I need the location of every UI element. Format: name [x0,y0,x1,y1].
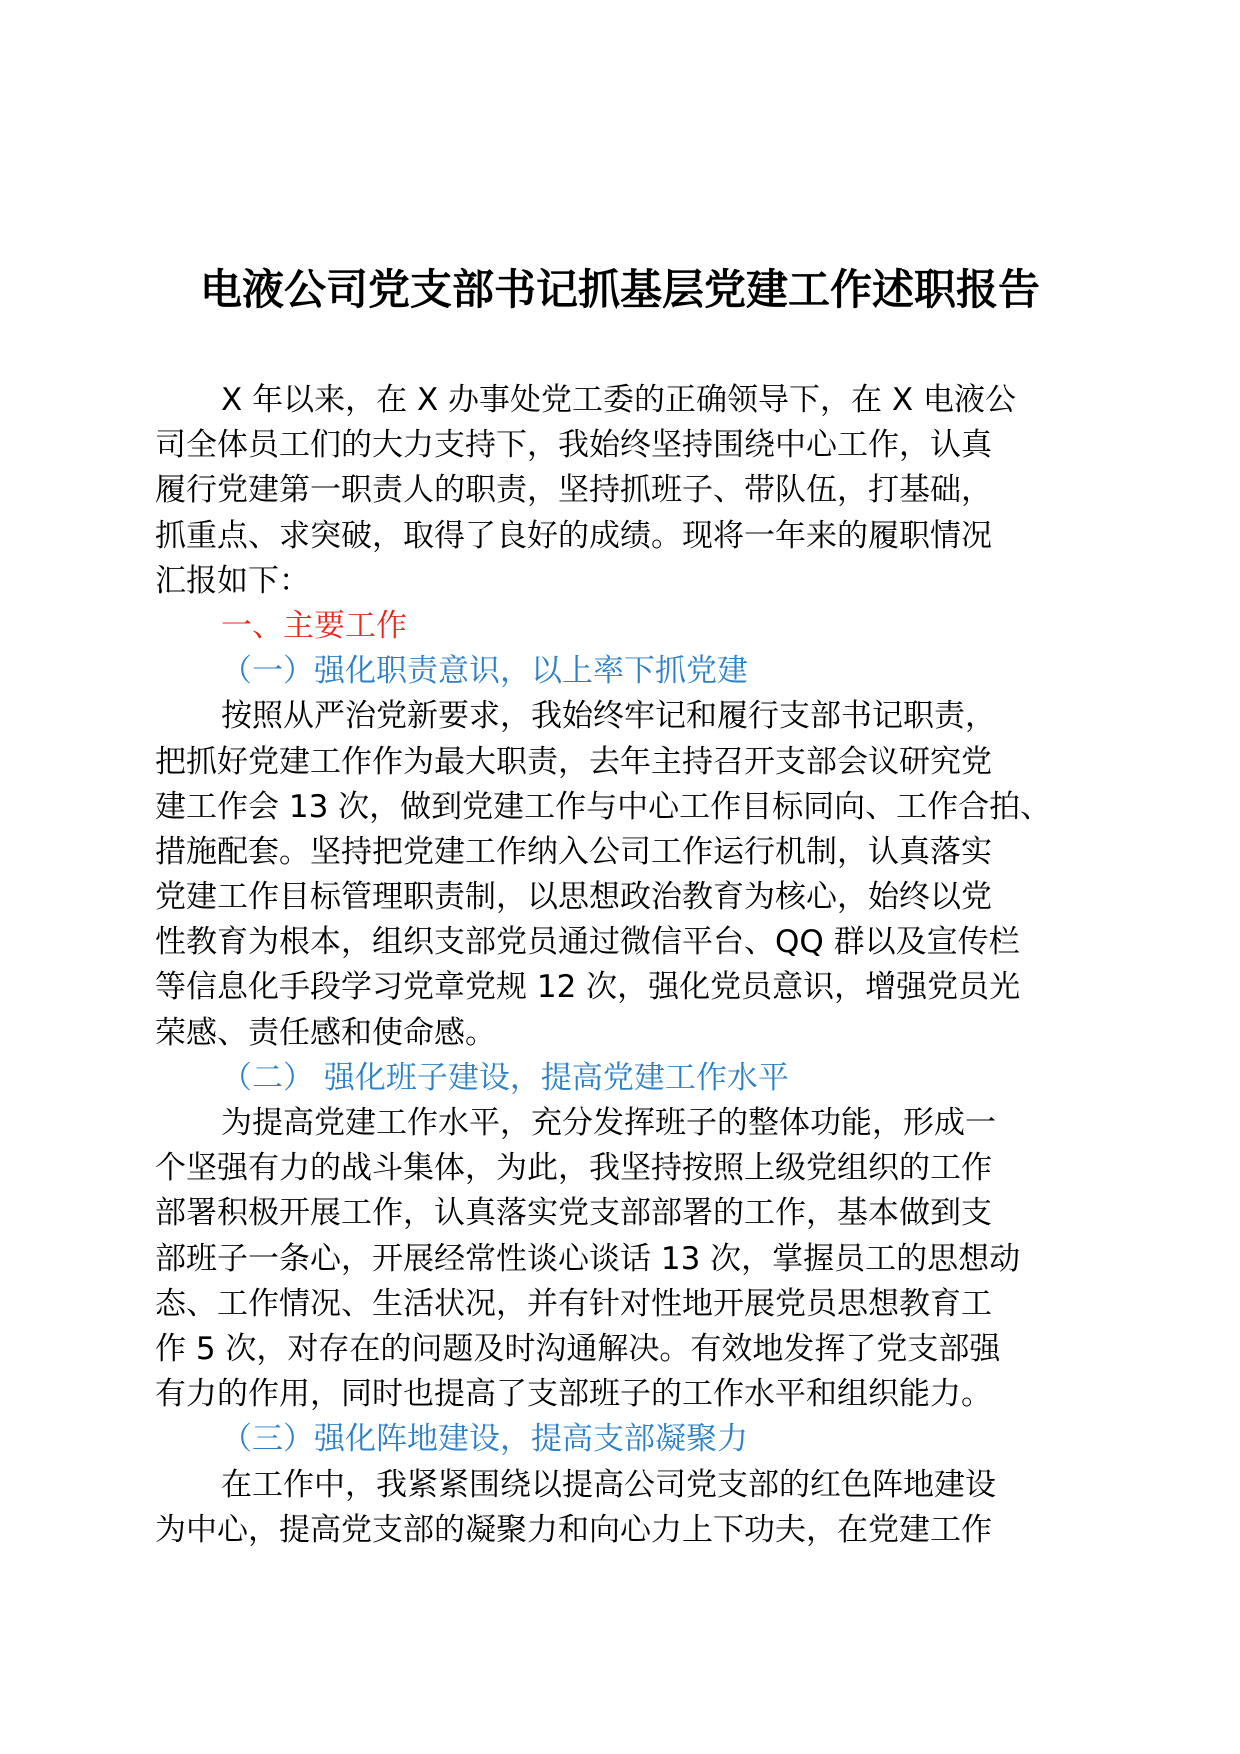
paragraph-line: 履行党建第一职责人的职责，坚持抓班子、带队伍，打基础， [155,472,992,509]
paragraph-line: X 年以来，在 X 办事处党工委的正确领导下，在 X 电液公 [221,382,1016,418]
paragraph-line: 司全体员工们的大力支持下，我始终坚持围绕中心工作，认真 [155,427,992,464]
paragraph-line: 等信息化手段学习党章党规 12 次，强化党员意识，增强党员光 [155,969,1021,1006]
paragraph-line: 部署积极开展工作，认真落实党支部部署的工作，基本做到支 [155,1195,992,1232]
paragraph-line: 态、工作情况、生活状况，并有针对性地开展党员思想教育工 [155,1285,992,1322]
paragraph-line: 党建工作目标管理职责制，以思想政治教育为核心，始终以党 [155,879,992,916]
paragraph-line: 措施配套。坚持把党建工作纳入公司工作运行机制，认真落实 [155,833,992,870]
section-heading: 一、主要工作 [221,607,407,644]
paragraph-line: 抓重点、求突破，取得了良好的成绩。现将一年来的履职情况 [155,517,992,554]
paragraph-line: 荣感、责任感和使命感。 [155,1014,496,1051]
paragraph-line: 有力的作用，同时也提高了支部班子的工作水平和组织能力。 [155,1376,992,1413]
paragraph-line: 部班子一条心，开展经常性谈心谈话 13 次，掌握员工的思想动 [155,1240,1021,1277]
paragraph-line: 汇报如下： [155,562,310,599]
paragraph-line: 把抓好党建工作作为最大职责，去年主持召开支部会议研究党 [155,743,992,780]
subsection-heading: （三）强化阵地建设，提高支部凝聚力 [221,1421,748,1458]
paragraph-line: 在工作中，我紧紧围绕以提高公司党支部的红色阵地建设 [221,1466,996,1503]
paragraph-line: 个坚强有力的战斗集体，为此，我坚持按照上级党组织的工作 [155,1150,992,1187]
paragraph-line: 为提高党建工作水平，充分发挥班子的整体功能，形成一 [221,1105,996,1141]
document-body [155,378,1095,1553]
document-title: 电液公司党支部书记抓基层党建工作述职报告 [199,265,1040,314]
paragraph-line: 为中心，提高党支部的凝聚力和向心力上下功夫，在党建工作 [155,1511,992,1548]
paragraph-line: 性教育为根本，组织支部党员通过微信平台、QQ 群以及宣传栏 [155,924,1020,961]
subsection-heading: （二） 强化班子建设，提高党建工作水平 [221,1059,789,1096]
paragraph-line: 按照从严治党新要求，我始终牢记和履行支部书记职责， [221,698,996,735]
paragraph-line: 建工作会 13 次，做到党建工作与中心工作目标同向、工作合拍、 [155,788,1052,825]
paragraph-line: 作 5 次，对存在的问题及时沟通解决。有效地发挥了党支部强 [155,1330,1001,1367]
subsection-heading: （一）强化职责意识，以上率下抓党建 [221,653,748,690]
